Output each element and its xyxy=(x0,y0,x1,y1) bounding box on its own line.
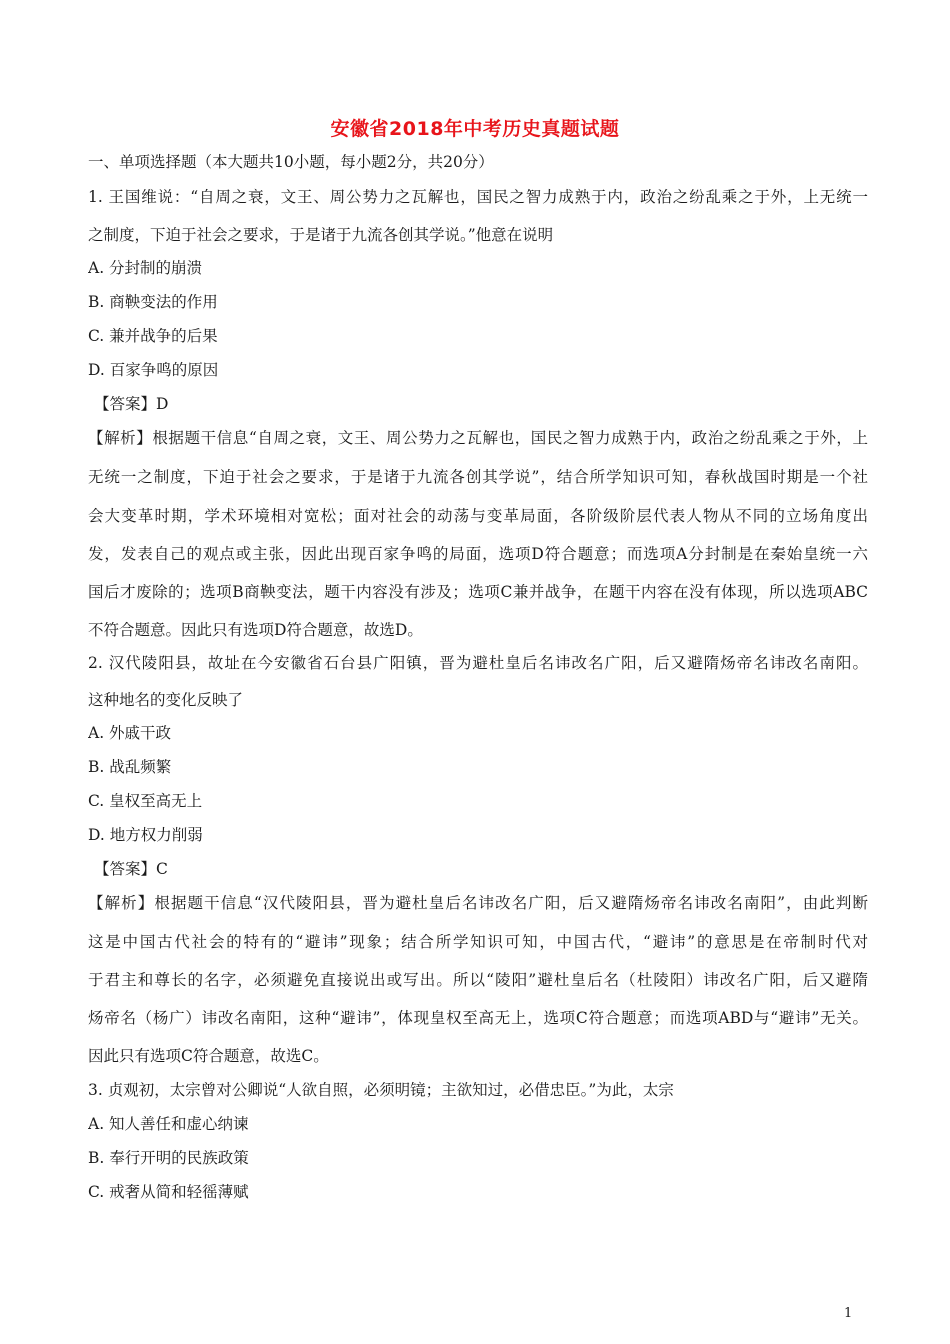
q2-analysis-line-4: 炀帝名（杨广）讳改名南阳，这种“避讳”，体现皇权至高无上，选项C符合题意；而选项ABD与“避讳”无关。 xyxy=(88,1009,868,1027)
q1-option-c: C. 兼并战争的后果 xyxy=(88,327,218,345)
q1-analysis-line-5: 国后才废除的；选项B商鞅变法，题干内容没有涉及；选项C兼并战争，在题干内容在没有体现，所以选项ABC xyxy=(88,583,868,601)
page-title: 安徽省2018年中考历史真题试题 xyxy=(330,118,620,140)
q1-analysis-line-3: 会大变革时期，学术环境相对宽松；面对社会的动荡与变革局面，各阶级阶层代表人物从不同的立场角度出 xyxy=(88,507,868,525)
q1-analysis-line-4: 发，发表自己的观点或主张，因此出现百家争鸣的局面，选项D符合题意；而选项A分封制是在秦始皇统一六 xyxy=(88,545,868,563)
section-heading: 一、单项选择题（本大题共10小题，每小题2分，共20分） xyxy=(88,153,494,171)
q2-stem-line-2: 这种地名的变化反映了 xyxy=(88,691,244,709)
q1-option-a: A. 分封制的崩溃 xyxy=(88,259,203,277)
q1-analysis-line-2: 无统一之制度，下迫于社会之要求，于是诸于九流各创其学说”，结合所学知识可知，春秋战国时期是一个社 xyxy=(88,468,868,486)
q2-stem-line-1: 2. 汉代陵阳县，故址在今安徽省石台县广阳镇，晋为避杜皇后名讳改名广阳，后又避隋炀帝名讳改名南阳。 xyxy=(88,654,868,672)
q2-analysis-line-5: 因此只有选项C符合题意，故选C。 xyxy=(88,1047,329,1065)
q2-analysis-line-2: 这是中国古代社会的特有的“避讳”现象；结合所学知识可知，中国古代，“避讳”的意思是在帝制时代对 xyxy=(88,933,868,951)
q1-option-d: D. 百家争鸣的原因 xyxy=(88,361,219,379)
q1-answer: 【答案】D xyxy=(94,395,169,413)
q2-analysis-line-1: 【解析】根据题干信息“汉代陵阳县，晋为避杜皇后名讳改名广阳，后又避隋炀帝名讳改名南阳”，由此判断 xyxy=(88,894,868,912)
q3-option-a: A. 知人善任和虚心纳谏 xyxy=(88,1115,249,1133)
q2-option-d: D. 地方权力削弱 xyxy=(88,826,203,844)
q2-option-a: A. 外戚干政 xyxy=(88,724,172,742)
q1-analysis-line-1: 【解析】根据题干信息“自周之衰，文王、周公势力之瓦解也，国民之智力成熟于内，政治之纷乱乘之于外，上 xyxy=(88,429,868,447)
q3-stem-line-1: 3. 贞观初，太宗曾对公卿说“人欲自照，必须明镜；主欲知过，必借忠臣。”为此，太宗 xyxy=(88,1081,674,1099)
q2-option-b: B. 战乱频繁 xyxy=(88,758,172,776)
q2-answer: 【答案】C xyxy=(94,860,168,878)
page-number: 1 xyxy=(844,1306,853,1321)
q1-stem-line-1: 1. 王国维说：“自周之衰，文王、周公势力之瓦解也，国民之智力成熟于内，政治之纷乱乘之于外，上无统一 xyxy=(88,188,868,206)
q3-option-c: C. 戒奢从简和轻徭薄赋 xyxy=(88,1183,249,1201)
q2-option-c: C. 皇权至高无上 xyxy=(88,792,203,810)
q1-stem-line-2: 之制度，下迫于社会之要求，于是诸于九流各创其学说。”他意在说明 xyxy=(88,226,554,244)
q2-analysis-line-3: 于君主和尊长的名字，必须避免直接说出或写出。所以“陵阳”避杜皇后名（杜陵阳）讳改名广阳，后又避隋 xyxy=(88,971,868,989)
q1-option-b: B. 商鞅变法的作用 xyxy=(88,293,218,311)
q3-option-b: B. 奉行开明的民族政策 xyxy=(88,1149,249,1167)
q1-analysis-line-6: 不符合题意。因此只有选项D符合题意，故选D。 xyxy=(88,621,423,639)
